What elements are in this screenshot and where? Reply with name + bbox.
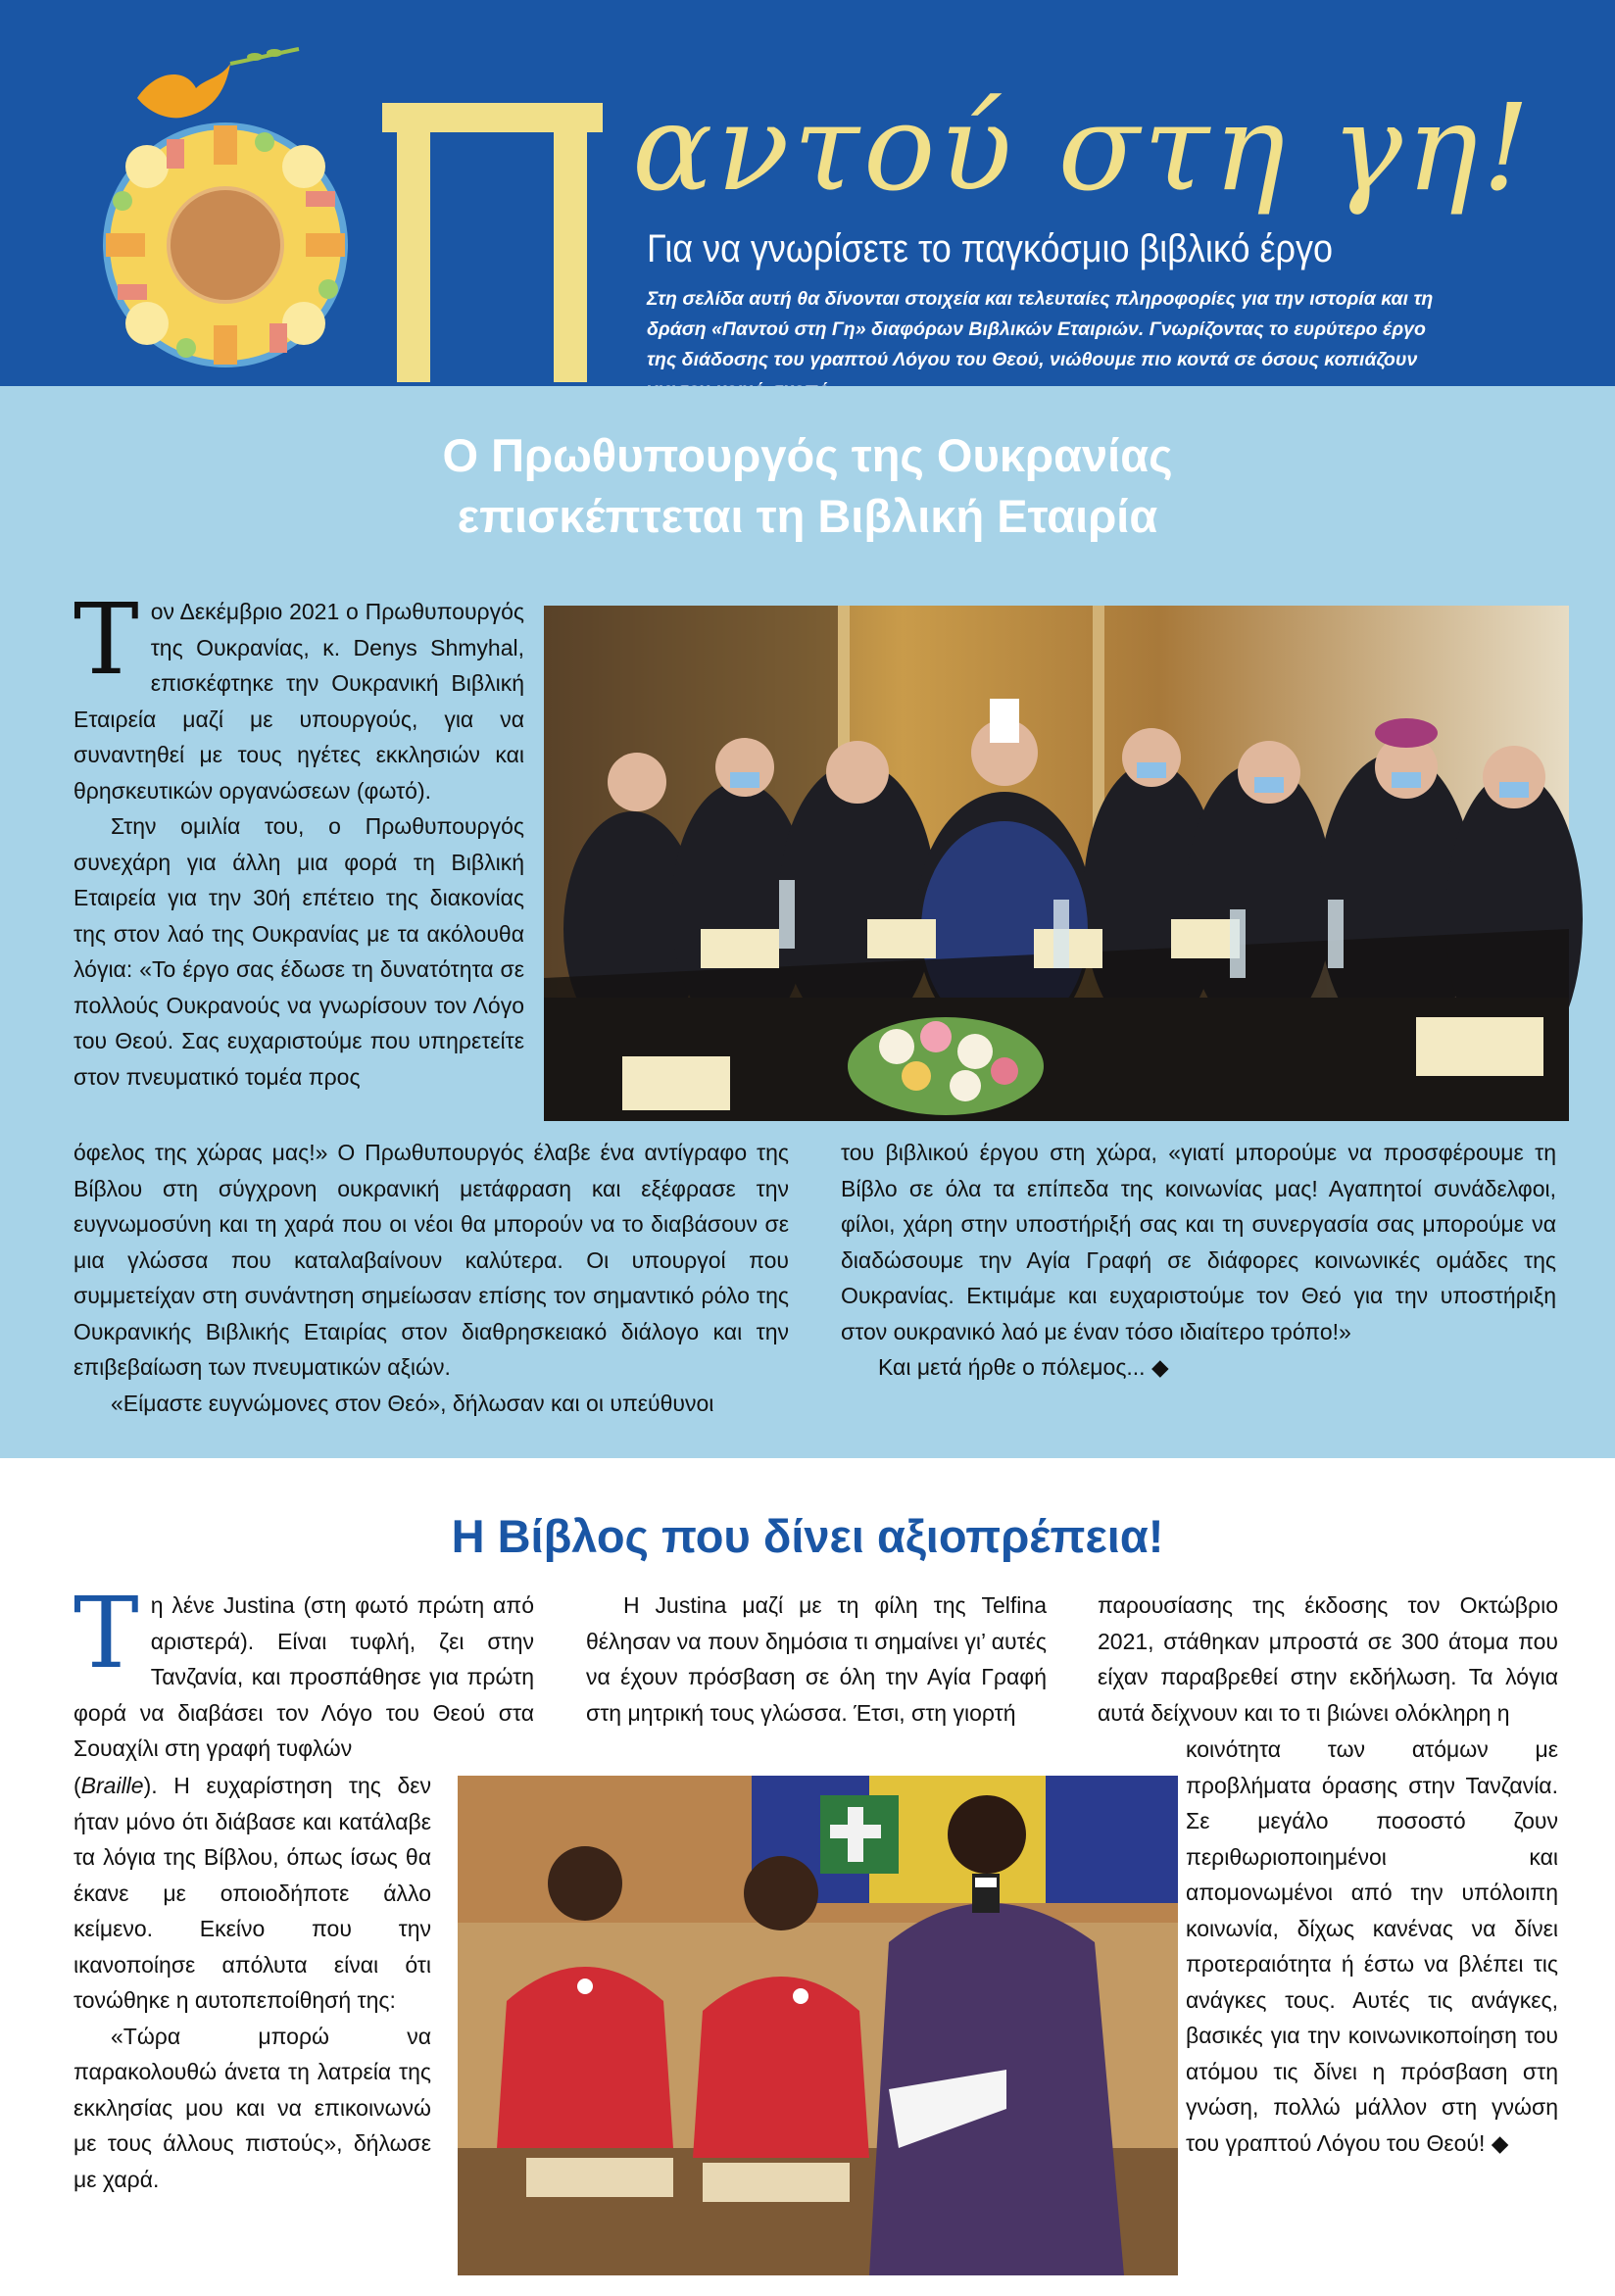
article-tanzania-column-3-bottom [1186,1732,1558,2161]
article-ukraine-section [0,386,1615,1458]
header-title: αντού στη γη! [632,78,1535,218]
article-ukraine-paragraph-6: Και μετά ήρθε ο πόλεμος... ◆ [878,1354,1169,1380]
article-ukraine-paragraph-5: του βιβλικού έργου στη χώρα, «γιατί μπορούμε να προσφέρουμε τη Βίβλο σε όλα τα επίπεδα της κοινωνίας μας! Αγαπητοί συνάδελφοι, φίλοι, χάρη στην υποστήριξή σας και τη συνεργασία σας μπορούμε να διαδώσουμε την Αγία Γραφή σε διάφορες κοινωνικές ομάδες της Ουκρανίας. Εκτιμάμε και ευχαριστούμε τον Θεό για την υποστήριξη στον ουκρανικό λαό με έναν τόσο ιδιαίτερο τρόπο!» [841,1140,1556,1344]
article-tanzania-title: Η Βίβλος που δίνει αξιοπρέπεια! [451,1510,1164,1562]
article-ukraine-text-left [73,582,524,1095]
article-tanzania-paragraph-2: Η Justina μαζί με τη φίλη της Telfina θέλησαν να πουν δημόσια τι σημαίνει γι’ αυτές να έχουν πρόσβαση σε όλη την Αγία Γραφή στη μητρική τους γλώσσα. Έτσι, στη γιορτή [586,1592,1047,1726]
article-ukraine-paragraph-2: Στην ομιλία του, ο Πρωθυπουργός συνεχάρη για άλλη μια φορά τη Βιβλική Εταιρεία για την 30ή επέτειο της διακονίας της στον λαό της Ουκρανίας με τα ακόλουθα λόγια: «Το έργο σας έδωσε τη δυνατότητα σε πολλούς Ουκρανούς να γνωρίσουν τον Λόγο του Θεού. Σας ευχαριστούμε που υπηρετείτε στον πνευματικό τομέα προς [73,813,524,1090]
globe-with-dove-logo [88,49,363,382]
article-tanzania-column-2 [586,1588,1047,1731]
article-tanzania-paragraph-3b: κοινότητα των ατόμων με προβλήματα όρασης στην Τανζανία. Σε μεγάλο ποσοστό ζουν περιθωριοποιημένοι και απομονωμένοι από την υπόλοιπη κοινωνία, δίχως κανένας να δίνει προτεραιότητα ή έστω να βλέπει τις ανάγκες τους. Αυτές τις ανάγκες, βασικές για την κοινωνικοποίηση του ατόμου τις δίνει η πρόσβαση στη γνώση, πολλώ μάλλον στη γνώση του γραπτού Λόγου του Θεού! ◆ [1186,1736,1558,2156]
article-ukraine-paragraph-3: όφελος της χώρας μας!» Ο Πρωθυπουργός έλαβε ένα αντίγραφο της Βίβλου στη σύγχρονη ουκρανική μετάφραση και εξέφρασε την ευγνωμοσύνη και τη χαρά που οι νέοι θα μπορούν να το διαβάσουν σε μια γλώσσα που καταλαβαίνουν καλύτερα. Οι υπουργοί που συμμετείχαν στη συνάντηση σημείωσαν επίσης τον σημαντικό ρόλο της Ουκρανικής Βιβλικής Εταιρίας στον διαθρησκειακό διάλογο και την επιβεβαίωση των πνευματικών αξιών. [73,1140,789,1380]
article-tanzania-column-3-top [1098,1588,1558,1731]
article-ukraine-title-line1: Ο Πρωθυπουργός της Ουκρανίας [442,429,1173,481]
article-ukraine-title [0,425,1615,547]
title-initial-letter [377,93,608,387]
article-ukraine-paragraph-1: ον Δεκέμβριο 2021 ο Πρωθυπουργός της Ουκρανίας, κ. Denys Shmyhal, επισκέφτηκε την Ουκρανική Βιβλική Εταιρεία μαζί με υπουργούς, για να συναντηθεί με τους ηγέτες εκκλησιών και θρησκευτικών οργανώσεων (φωτό). [73,599,524,804]
page-header [0,0,1615,386]
article-tanzania-column-1-top [73,1576,534,1767]
article-tanzania-column-1-bottom [73,1768,431,2197]
header-subtitle: Για να γνωρίσετε το παγκόσμιο βιβλικό έργο [647,227,1334,270]
meeting-photo [544,606,1569,1121]
article-tanzania-paragraph-1b: ). Η ευχαρίστηση της δεν ήταν μόνο ότι διάβασε και κατάλαβε τα λόγια της Βίβλου, όπως ίσως θα έκανε με οποιοδήποτε άλλο κείμενο. Εκείνο που την ικανοποίησε απόλυτα είναι ότι τονώθηκε η αυτοπεποίθησή της: [73,1773,431,2013]
article-tanzania-paragraph-1a: η λένε Justina (στη φωτό πρώτη από αριστερά). Είναι τυφλή, ζει στην Τανζανία, και προσπάθησε για πρώτη φορά να διαβάσει τον Λόγο του Θεού στα Σουαχίλι στη γραφή τυφλών [73,1592,534,1761]
article-ukraine-paragraph-4: «Είμαστε ευγνώμονες στον Θεό», δήλωσαν και οι υπεύθυνοι [111,1390,714,1416]
header-intro: Στη σελίδα αυτή θα δίνονται στοιχεία και τελευταίες πληροφορίες για την ιστορία και τη δράση «Παντού στη Γη» διαφόρων Βιβλικών Εταιριών. Γνωρίζοντας το ευρύτερο έργο της διάδοσης του γραπτού Λόγου του Θεού, νιώθουμε πιο κοντά σε όσους κοπιάζουν [647,288,1434,370]
article-ukraine-dropcap: Τ [73,582,139,697]
article-tanzania-dropcap: Τ [73,1576,139,1690]
article-ukraine-text-bottom-left [73,1135,789,1421]
article-tanzania-paragraph-1c: «Τώρα μπορώ να παρακολουθώ άνετα τη λατρεία της εκκλησίας μου και να επικοινωνώ με τους άλλους πιστούς», δήλωσε με χαρά. [73,2023,431,2192]
article-tanzania-paragraph-3a: παρουσίασης της έκδοσης τον Οκτώβριο 2021, στάθηκαν μπροστά σε 300 άτομα που είχαν παραβρεθεί στην εκδήλωση. Τα λόγια αυτά δείχνουν και το τι βιώνει ολόκληρη η [1098,1592,1558,1726]
article-ukraine-title-line2: επισκέπτεται τη Βιβλική Εταιρία [457,490,1158,542]
article-tanzania-braille: Braille [80,1773,144,1798]
braille-reading-photo [458,1776,1178,2275]
article-ukraine-text-bottom-right [841,1135,1556,1386]
article-tanzania-paren-open: ( [73,1773,81,1798]
